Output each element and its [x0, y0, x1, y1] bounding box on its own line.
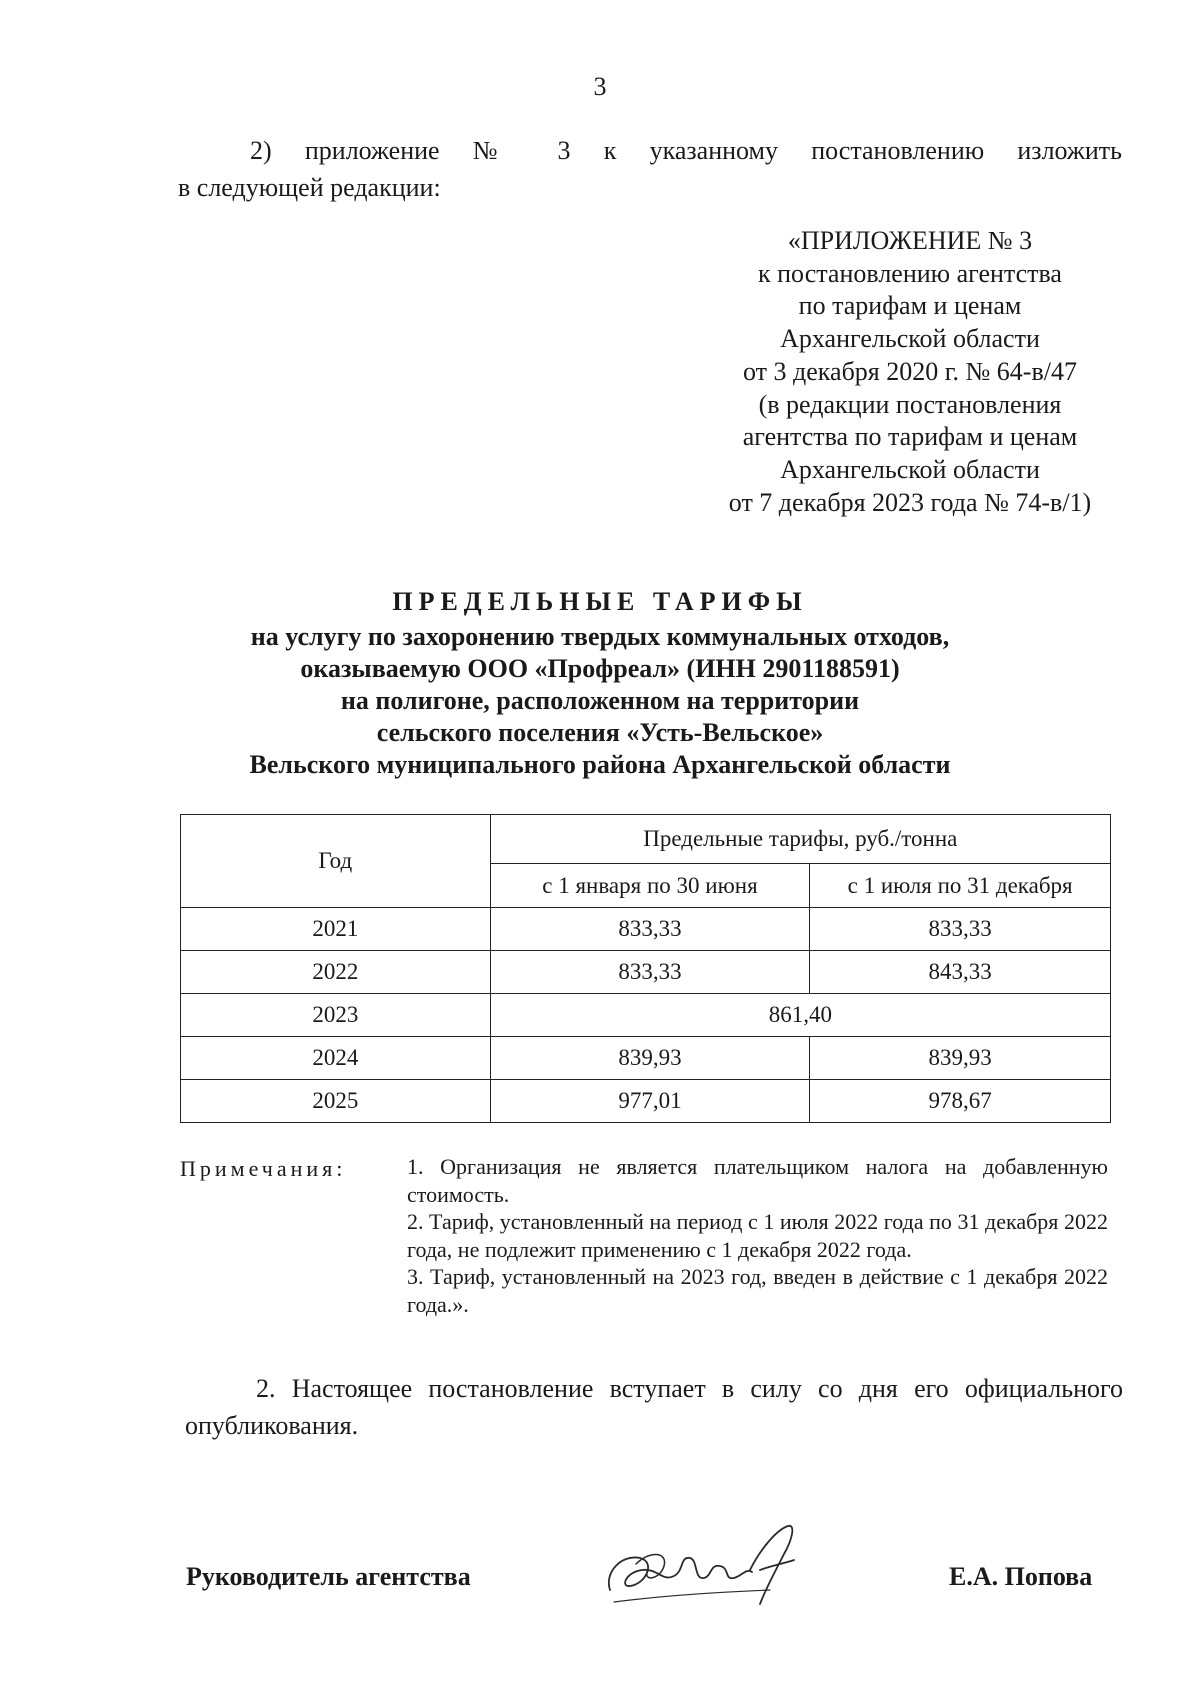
cell-year: 2025 [181, 1080, 491, 1123]
notes-list [407, 1153, 1108, 1318]
handwritten-signature [600, 1520, 820, 1620]
cell-second-half: 833,33 [810, 908, 1111, 951]
page-number: 3 [593, 72, 607, 101]
intro-line-2: в следующей редакции: [178, 173, 441, 202]
cell-first-half: 833,33 [490, 951, 810, 994]
appendix-line: Архангельской области [780, 324, 1040, 354]
cell-first-half: 839,93 [490, 1037, 810, 1080]
cell-year: 2022 [181, 951, 491, 994]
appendix-line: агентства по тарифам и ценам [742, 422, 1078, 452]
effective-line-2: опубликования. [185, 1411, 359, 1440]
title-line: на услугу по захоронению твердых коммунальных отходов, [250, 622, 950, 651]
table-row [181, 994, 1111, 1037]
signatory-name: Е.А. Попова [949, 1562, 1093, 1591]
cell-first-half: 833,33 [490, 908, 810, 951]
cell-second-half: 978,67 [810, 1080, 1111, 1123]
appendix-line: по тарифам и ценам [798, 291, 1022, 321]
table-row [181, 1037, 1111, 1080]
note-item: 2. Тариф, установленный на период с 1 июля 2022 года по 31 декабря 2022 года, не подлежит применению с 1 декабря 2022 года. [407, 1209, 1108, 1262]
appendix-line: от 3 декабря 2020 г. № 64-в/47 [743, 356, 1077, 386]
effective-clause [185, 1370, 1123, 1444]
appendix-line: Архангельской области [780, 454, 1040, 484]
table-row [181, 1080, 1111, 1123]
cell-full-year: 861,40 [490, 994, 1110, 1037]
cell-first-half: 977,01 [490, 1080, 810, 1123]
signatory-position: Руководитель агентства [186, 1562, 471, 1591]
appendix-line: от 7 декабря 2023 года № 74-в/1) [728, 487, 1092, 517]
header-first-half: с 1 января по 30 июня [490, 864, 810, 908]
table-row [181, 908, 1111, 951]
effective-line-1: 2. Настоящее постановление вступает в силу со дня его официального [256, 1374, 1123, 1403]
appendix-line: (в редакции постановления [758, 389, 1062, 419]
table-row [181, 951, 1111, 994]
title-line: Вельского муниципального района Архангельской области [249, 750, 951, 779]
cell-second-half: 843,33 [810, 951, 1111, 994]
tariff-table [180, 814, 1111, 1123]
header-second-half: с 1 июля по 31 декабря [810, 864, 1111, 908]
header-year: Год [181, 815, 491, 908]
cell-year: 2024 [181, 1037, 491, 1080]
appendix-header [680, 225, 1140, 519]
title-heading: ПРЕДЕЛЬНЫЕ ТАРИФЫ [392, 587, 808, 616]
document-title [0, 586, 1200, 781]
title-line: оказываемую ООО «Профреал» (ИНН 2901188591) [300, 654, 900, 683]
intro-line-1: 2) приложение № 3 к указанному постановлению изложить [250, 136, 1122, 165]
note-item: 1. Организация не является плательщиком налога на добавленную стоимость. [407, 1154, 1108, 1207]
appendix-line: «ПРИЛОЖЕНИЕ № 3 [787, 226, 1033, 255]
cell-year: 2021 [181, 908, 491, 951]
note-item: 3. Тариф, установленный на 2023 год, введен в действие с 1 декабря 2022 года.». [407, 1264, 1108, 1317]
title-line: сельского поселения «Усть-Вельское» [376, 718, 824, 747]
cell-year: 2023 [181, 994, 491, 1037]
cell-second-half: 839,93 [810, 1037, 1111, 1080]
notes-label: Примечания: [180, 1156, 347, 1181]
intro-paragraph [178, 132, 1122, 206]
header-tariffs: Предельные тарифы, руб./тонна [490, 815, 1110, 864]
appendix-line: к постановлению агентства [758, 258, 1062, 288]
title-line: на полигоне, расположенном на территории [340, 686, 860, 715]
